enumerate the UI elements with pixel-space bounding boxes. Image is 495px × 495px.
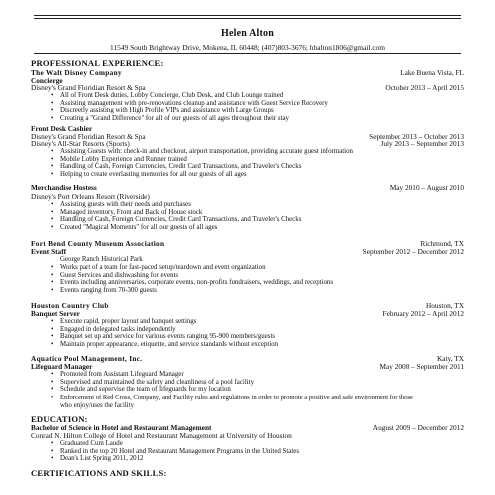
school-row bbox=[31, 432, 464, 440]
job-place-row bbox=[31, 193, 464, 201]
company-name: Fort Bend County Museum Association bbox=[31, 239, 165, 248]
education-heading: EDUCATION: bbox=[31, 414, 88, 424]
job-location: Katy, TX bbox=[437, 354, 464, 363]
job-role-row bbox=[31, 248, 464, 256]
job-location: Richmond, TX bbox=[420, 239, 464, 248]
bullet-item: • Enforcement of Red Cross, Company, and Facility rules and regulations in order to promote a positive and safe environment for those bbox=[60, 394, 464, 402]
bullet-item: • Execute rapid, proper layout and banquet settings bbox=[60, 318, 464, 326]
degree-name: Bachelor of Science in Hotel and Restaurant Management bbox=[31, 423, 212, 432]
job-role-row bbox=[31, 363, 464, 371]
bullet-item: • Events including anniversaries, corporate events, non-profits fundraisers, weddings, and receptions bbox=[60, 279, 464, 287]
school-name: Conrad N. Hilton College of Hotel and Restaurant Management at University of Houston bbox=[31, 431, 292, 440]
bullet-item: • Ranked in the top 20 Hotel and Restaurant Management Programs in the United States bbox=[60, 448, 464, 456]
contact-line: 11549 South Brightway Drive, Mokena, IL 60448; (407)803-3676; hhalton1806@gmail.com bbox=[110, 43, 385, 52]
bullet-item: • Maintain proper appearance, etiquette, and service standards without exception bbox=[60, 341, 464, 349]
bullet-continuation: who enjoy/uses the facility bbox=[60, 401, 135, 409]
education-dates: August 2009 – December 2012 bbox=[372, 423, 464, 432]
job-role: Banquet Server bbox=[31, 309, 80, 318]
job-dates: October 2013 – April 2015 bbox=[385, 83, 464, 92]
bullet-item: • Creating a "Grand Difference" for all of our guests of all ages throughout their stay bbox=[60, 115, 464, 123]
bullet-item: • Banquet set up and service for various events ranging 95-900 members/guests bbox=[60, 333, 464, 341]
bullet-item: • Handling of Cash, Foreign Currencies, Credit Card Transactions, and Traveler's Checks bbox=[60, 216, 464, 224]
bullet-item: • Promoted from Assistant Lifeguard Manager bbox=[60, 371, 464, 379]
job-place: Disney's All-Star Resorts (Sports) bbox=[31, 139, 130, 148]
bullet-item: • Schedule and supervise the team of lifeguards for my location bbox=[60, 386, 464, 394]
bullet-item: • Mobile Lobby Experience and Runner trained bbox=[60, 156, 464, 164]
job-role-row bbox=[31, 184, 464, 192]
job-location: Houston, TX bbox=[426, 301, 464, 310]
job-place-row bbox=[31, 84, 464, 92]
job-dates: July 2013 – September 2013 bbox=[380, 139, 464, 148]
bullet-item: • Handling of Cash, Foreign Currencies, Credit Card Transactions, and Traveler's Checks bbox=[60, 163, 464, 171]
job-dates: February 2012 – April 2012 bbox=[382, 309, 464, 318]
job-place: Disney's Port Orleans Resort (Riverside) bbox=[31, 192, 150, 201]
bullet-item: • Assisting Guests with: check-in and checkout, airport transportation, providing accurate guest information bbox=[60, 148, 464, 156]
job-role: Merchandise Hostess bbox=[31, 183, 97, 192]
bullet-item: • Helping to create everlasting memories for all our guests of all ages bbox=[60, 171, 464, 179]
job-dates: September 2012 – December 2012 bbox=[362, 247, 464, 256]
bullet-item: • Managed inventory, Front and Back of House stock bbox=[60, 209, 464, 217]
company-name: Aquatico Pool Management, Inc. bbox=[31, 354, 143, 363]
job-place-row bbox=[31, 140, 464, 148]
job-role-row bbox=[31, 310, 464, 318]
bullet-item: • Dean's List Spring 2011, 2012 bbox=[60, 455, 464, 463]
job-role: Event Staff bbox=[31, 247, 67, 256]
job-dates: September 2013 – October 2013 bbox=[369, 131, 464, 141]
bullet-item: • Works part of a team for fast-paced setup/teardown and event organization bbox=[60, 264, 464, 272]
job-place: Disney's Grand Floridian Resort & Spa bbox=[31, 83, 146, 92]
bullet-item: • Graduated Cum Laude bbox=[60, 440, 464, 448]
top-rule bbox=[34, 15, 461, 16]
certifications-heading: CERTIFICATIONS AND SKILLS: bbox=[31, 468, 167, 478]
bullet-item: • Assisting guests with their needs and purchases bbox=[60, 201, 464, 209]
job-role: Front Desk Cashier bbox=[31, 124, 93, 133]
experience-heading: PROFESSIONAL EXPERIENCE: bbox=[31, 58, 164, 68]
job-dates: May 2008 – September 2011 bbox=[379, 362, 464, 371]
job-dates: May 2010 – August 2010 bbox=[389, 183, 464, 192]
company-name: Houston Country Club bbox=[31, 301, 109, 310]
bullet-item: • Events ranging from 70-300 guests bbox=[60, 287, 464, 295]
company-name: The Walt Disney Company bbox=[31, 68, 122, 77]
bullet-item: • Created "Magical Moments" for all our guests of all ages bbox=[60, 224, 464, 232]
venue-name: George Ranch Historical Park bbox=[60, 256, 143, 263]
bullet-item: • All of Front Desk duties, Lobby Concierge, Club Desk, and Club Lounge trained bbox=[60, 92, 464, 100]
bullet-item: • Guest Services and dishwashing for events bbox=[60, 272, 464, 280]
job-location: Lake Buena Vista, FL bbox=[400, 68, 464, 77]
bullet-item: • Engaged in delegated tasks independently bbox=[60, 326, 464, 334]
contact-rule bbox=[34, 53, 461, 54]
job-role: Concierge bbox=[31, 76, 63, 85]
bullet-item: • Assisting management with pre-renovations cleanup and assistance with Guest Service Recovery bbox=[60, 100, 464, 108]
job-header bbox=[31, 69, 464, 77]
resume-name: Helen Alton bbox=[220, 28, 275, 39]
job-place: Disney's Grand Floridian Resort & Spa bbox=[31, 131, 146, 141]
bullet-item: • Discreetly assisting with High Profile VIPs and assistance with Large Groups bbox=[60, 107, 464, 115]
top-rule-inner bbox=[34, 18, 461, 19]
job-role: Lifeguard Manager bbox=[31, 362, 93, 371]
bullet-item: • Supervised and maintained the safety and cleanliness of a pool facility bbox=[60, 379, 464, 387]
